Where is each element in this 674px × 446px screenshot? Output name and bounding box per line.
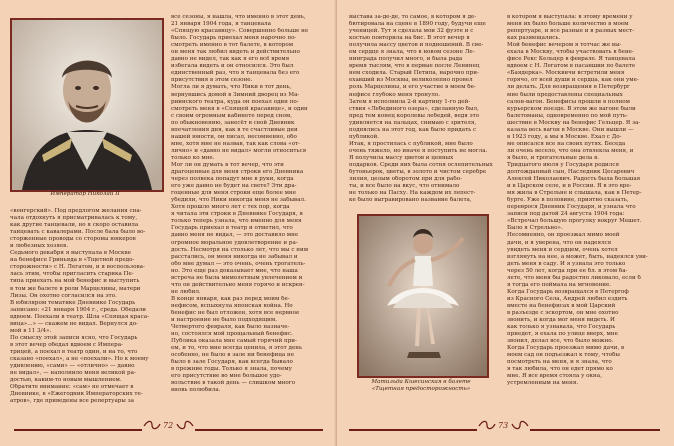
text-line: лично» и «давно не видал» могли относиться (171, 147, 307, 154)
text-line: его уже давно не будет на свете? Эти дра- (171, 183, 297, 190)
text-line: нефисе глубоко меня тронуло. (349, 91, 440, 98)
text-line: Когда Государь возвращался в Петергоф (507, 288, 629, 295)
right-page (337, 0, 674, 446)
text-line: переврося Дневник Государя, и узнала что (507, 204, 636, 211)
text-line: ем, и то, что мне всегда ценила, я этот день (171, 345, 303, 352)
text-line: драгоценные для меня строки его Дневника (171, 169, 304, 176)
text-line: только теперь узнала, что именно для меня (171, 218, 302, 225)
text-line: убедили, что Ники никогда меня не забывал. (171, 197, 306, 204)
text-line: Итак, я простилась с публикой, мне было (349, 140, 473, 147)
text-line: получила массу цветов и подношений. В све- (349, 42, 484, 49)
left-page-number: 72 (163, 421, 174, 430)
text-line: время тыслям, что в первые после Ленинец (349, 63, 480, 70)
text-line: горячо, от всей души и сердца, как они уме- (507, 77, 639, 84)
text-line: фисе Рекс Кельцер в феврале. Я танцевала (507, 56, 636, 63)
text-line: не видал», — наполнило меня великой ра- (10, 370, 136, 377)
text-line: что он действительно меня горячо и искрен- (171, 281, 305, 288)
text-line: смотреть именно в тот балете, в котором (171, 42, 294, 49)
text-line: очень тяжело, но иначе я поступить не могла. (349, 147, 488, 154)
text-line: удивлению, «сами» — «отлично» — давно (10, 363, 135, 370)
text-line: пред тем конец королевы лебедей, ведя это (349, 112, 480, 119)
text-line: ли делать. Для возвращения в Петербург (507, 84, 630, 91)
right-page-number: 73 (498, 421, 509, 430)
text-line: в том же балете в роли Марцелины, матери (10, 285, 141, 292)
text-line: Несомненно, он проезжал мимо моей (507, 232, 620, 239)
nicholas-portrait-image (12, 20, 162, 190)
text-line: бютировала на сцене в 1890 году, будучи еще (349, 21, 486, 28)
text-line: Дневнике, в «Ежегодник Императорских те- (10, 391, 143, 398)
text-line: вольствие в такой день — слишком много (171, 380, 296, 387)
text-line: я тогда его поймала на мгновение. (507, 281, 612, 288)
text-line: вы́става за-де-де, то самое, в котором я де- (349, 14, 477, 20)
text-line: Мог ли он думать в тот вечер, что эти (171, 161, 284, 168)
text-line: ке было выгравировано название балета, (349, 197, 472, 204)
text-line: в прежние годы. Только я знала, почему (171, 366, 292, 373)
left-footer-rule (14, 429, 142, 431)
text-line: подарков. Среди них была сотня ослепительных (349, 161, 493, 168)
text-line: встреча не была мимолетным увлечением и (171, 274, 303, 281)
text-line: расстались, он меня никогда не забывал и (171, 253, 298, 260)
text-line: из Красного Села, Андрей любил ездить (507, 295, 628, 302)
text-line: риинского театра, куда он поехал один по- (171, 98, 299, 105)
text-line: избегала видеть и он относился. Это был (171, 63, 294, 70)
ballet-photo-frame (357, 214, 489, 378)
text-line: не только на Пасху. На каждом их лепест- (349, 190, 476, 197)
text-line: ме описался все на своих путях. Беседа (507, 140, 626, 147)
left-flourish-icon-2 (176, 418, 194, 432)
left-footer-rule-2 (195, 429, 323, 431)
text-line: Тридцатого июля у Государя родился (507, 161, 619, 168)
text-line: нефисом, вспыхнула японская война. Но (171, 302, 293, 309)
text-line: ках размещались. (507, 35, 561, 42)
text-line: гоценные для меня строки еще более мне (171, 190, 297, 197)
text-line: взглянуть на нее, а может, быть, надеялся уви- (507, 253, 648, 260)
text-line: удивляется на пальцах, снимаю с зрителя, (349, 119, 477, 126)
text-line: на бенефисе Гриньяда в «Тщетной предо- (10, 257, 135, 264)
text-line: лилия, целым оборотом при для рабо- (349, 176, 462, 183)
text-line: В конце января, как раз перед моим бе- (171, 295, 290, 302)
text-line: через полвека попадут мне в руки, когда (171, 176, 294, 183)
text-line: звонить, и когда мог меня видеть. И (507, 317, 615, 324)
text-line: ученицей. Тут я сделала мои 32 фуэте и с (349, 28, 474, 35)
text-line: не любил. (171, 288, 201, 295)
text-line: его присутствие во мне большое удо- (171, 373, 282, 380)
text-line: я было, и трогательные дела в. (507, 154, 600, 161)
text-line: трицей, а поехал в театр один, и на то, что (10, 348, 138, 355)
text-line: Государь приехал в театр и отметил, что (171, 225, 293, 232)
text-line: я читала эти строки в Дневнике Государя, я (171, 211, 303, 218)
text-line: звонил, делал все, что было можно. (507, 338, 614, 345)
text-line: атров», где приведены все репертуары за (10, 398, 134, 405)
text-line: только ко мне. (171, 154, 215, 161)
text-line: вернувшись домой в Зимний дворец из Ма- (171, 91, 300, 98)
text-line: ты, и все было на вкус, что отнимало (349, 183, 460, 190)
text-line: курьерском поезде. В этом же вагоне были (507, 105, 636, 112)
left-page-column-1 (10, 208, 164, 418)
text-line: бурге. Уже в половине, приятно сказать, (507, 197, 629, 204)
text-line: было в зале Государя, как всегда бывало (171, 359, 293, 366)
text-line: сказано «поехал», а не «поехали». Но к моему (10, 355, 149, 362)
kschessinska-ballet-photo (359, 216, 487, 376)
text-line: лась этим, чтобы пригласить старика Пе- (10, 271, 134, 278)
text-line: 21 января 1904 года, я танцевала (171, 21, 271, 28)
text-line: шествие в Москву на бенефис Гельцер. Я за- (507, 119, 641, 126)
text-line: «Баядерка». Москвичи встретили меня (507, 70, 625, 77)
left-flourish-icon (143, 418, 161, 432)
text-line: в разъезде с эскортом, он мне охотно (507, 309, 619, 316)
text-line: в 1923 году, а мы в Москве. Ехал с До- (507, 133, 622, 140)
text-line: вдвоем с Н. Легатом в пасаншии по балете (507, 63, 636, 70)
text-line: «Встречал большую прогулку вокруг Мешет. (507, 218, 642, 225)
right-footer-rule (349, 429, 477, 431)
right-page-column-1 (349, 14, 499, 212)
text-line: все сезоны, я нашла, что именно в этот день, (171, 14, 306, 20)
text-line: костью повторила на бис. В этот вечер я (349, 35, 470, 42)
text-line: деть меня в саду. И я узнала это только (507, 260, 626, 267)
text-line: казала весь вагон в Москве. Они вышли — (507, 126, 634, 133)
text-line: танцевать с кавалерами. После бала было во- (10, 229, 146, 236)
text-line: и в Царском селе, и в России. Я в это вре- (507, 183, 632, 190)
text-line: вица»...» — скажем не видал. Вернулся до- (10, 320, 138, 327)
text-line: посмотреть на меня, и я знала, что (507, 359, 612, 366)
text-line: мне, хотя мне не назвав, так как слова «от- (171, 140, 301, 147)
text-line: репертуаре, и все разные и в разных мест- (507, 28, 635, 35)
text-line: записи под датой 24 августа 1904 года: (507, 211, 625, 218)
text-line: впечатления дня, как в те счастливые дни (171, 126, 298, 133)
text-line: но. Это еще раз доказывает мне, что наша (171, 267, 298, 274)
text-line: особенно, не было в зале ни бенефица не (171, 352, 295, 359)
text-line: обо мне думал — это очень, очень трогатель- (171, 260, 306, 267)
text-line: чала отдохнуть я присматривалась к тому, (10, 215, 138, 222)
text-line: По смыслу этой записи ясно, что Государь (10, 334, 138, 341)
text-line: ехавший из Москвы, великолепно провел (349, 77, 473, 84)
right-flourish-icon (478, 418, 496, 432)
text-line: «Спящую красавицу». Совершенно больше не (171, 28, 309, 35)
portrait-frame (10, 18, 164, 192)
text-line: Лизы. Он охотно согласился на это. (10, 292, 117, 299)
text-line: моем сад он подъезжал к тому, чтобы (507, 352, 620, 359)
text-line: я так любила, что он едет прямо ко (507, 366, 613, 373)
text-line: единственный раз, что я танцевала без его (171, 70, 300, 77)
text-line: смотреть меня в «Спящей красавице», и один (171, 105, 308, 112)
text-line: балетоманы, одновременно по мой путь- (507, 112, 628, 119)
text-line: вдвоем. Поехали в театр. Шла «Спящая краса- (10, 313, 149, 320)
text-line: ем сердце я знала, что в новом сезоне Ле- (349, 49, 475, 56)
left-page-column-2 (171, 14, 325, 418)
text-line: ехала в Москву, чтобы участвовать в бене- (507, 49, 634, 56)
text-line: через 50 лет, когда при ее бл. в этом ба- (507, 267, 628, 274)
right-page-column-2 (507, 14, 663, 418)
text-line: давно меня не видал, — это доставило мне (171, 232, 299, 239)
text-line: В юбиляром тематике Дневнике Государь (10, 299, 136, 306)
text-line: вновь полюбила. (171, 387, 221, 394)
text-line: Я получила массу цветов и ценных (349, 154, 454, 161)
text-line: типа приехать на мой бенефис и выступить (10, 278, 140, 285)
text-line: ли очень весело, что она отвлекла меня, и (507, 147, 634, 154)
text-line: Когда Государь проезжал мимо дачи, в (507, 345, 625, 352)
photo-caption-line-2: «Тщетная предосторожность» (371, 386, 471, 392)
text-line: меня их было больше количество в моем (507, 21, 629, 28)
text-line: Публика оказала мне самый горячий при- (171, 338, 297, 345)
text-line: присутствия в этом сезоне. (171, 77, 253, 84)
portrait-caption: Император Николай II (50, 191, 120, 197)
text-line: ствия «Лебединого озера», сделанную был, (349, 105, 479, 112)
text-line: дачи, и я уверена, что он надеялся (507, 239, 612, 246)
text-line: как только я узнавала, что Государь (507, 324, 616, 331)
text-line: сторженные проводы со стороны юнкеров (10, 236, 136, 243)
photo-caption-line-1: Матильда Кшесинская в балете (371, 379, 471, 385)
text-line: увидеть меня и сердцем, очень хотел (507, 246, 618, 253)
text-line: «венгерский». Под предлогом желания сна- (10, 208, 142, 214)
text-line: приедет, я ехала по улице вверх, мне (507, 331, 618, 338)
text-line: с своим огромным кабинете перед сном, (171, 112, 292, 119)
text-line: огромное моральное удовлетворение и ра- (171, 239, 298, 246)
text-line: сторожности» с Н. Легатом, и я воспользова- (10, 264, 145, 271)
text-line: долгожданный сын, Наследник Цесаревич (507, 169, 635, 176)
text-line: вместе на бенефисах в мой Царский (507, 302, 616, 309)
text-line: мне. Я все время стояла у окна, (507, 373, 602, 380)
text-line: поднялись на этот год, как было придать с (349, 126, 477, 133)
text-line: Четвертого февраля, как было назначе- (171, 324, 290, 331)
text-line: салон-вагон. Бенефисы прошли в полном (507, 98, 630, 105)
text-line: в этот вечер обедал вдвоем с Импера- (10, 341, 123, 348)
right-flourish-icon-2 (511, 418, 529, 432)
text-line: дость. Несмотря на столько лет, что мы с ним (171, 246, 309, 253)
text-line: Могла ли я думать, что Ники в тот день, (171, 84, 292, 91)
text-line: бутоньерок, цветы, в золото и чистом серебре (349, 169, 487, 176)
text-line: публикой. (349, 133, 380, 140)
text-line: устремленным на меня. (507, 380, 579, 387)
text-line: Было я Стрельно». (507, 225, 563, 232)
text-line: Хотя прошло много лет с тех пор, когда (171, 204, 290, 211)
text-line: по обыкновению, занесёт в свой Дневник (171, 119, 295, 126)
text-line: он меня так любил видеть и действительно (171, 49, 300, 56)
text-line: мя жила в Стрельне и слышала, как в Петер- (507, 190, 642, 197)
text-line: Обратите внимание: «сам» не отмечает в (10, 384, 134, 391)
text-line: записано: «21 января 1904 г., среда. Обедали (10, 306, 146, 313)
right-footer-rule-2 (530, 429, 660, 431)
text-line: как другие танцевали, но я скоро оставила (10, 222, 139, 229)
text-line: мне были предоставлены специальных (507, 91, 623, 98)
text-line: нинграда получил много, и была рада (349, 56, 463, 63)
text-line: было. Государь приехал меня нарочно по- (171, 35, 297, 42)
text-line: нашей юности, он писал, несомненно, обо (171, 133, 297, 140)
text-line: Затем я исполнила 2-й картину 1-го дей- (349, 98, 471, 105)
text-line: Седьмого декабря я выступала в Москве (10, 250, 131, 257)
text-line: в котором я выступала: в этому времени у (507, 14, 633, 20)
text-line: нем сходила. Старый Петипа, нарочно при- (349, 70, 479, 77)
text-line: роль Марцелины, и его участие в моем бе- (349, 84, 476, 91)
text-line: лете, что меня бы радостно ликовало, если б (507, 274, 641, 281)
text-line: бенефис не был отложен, хотя все нервное (171, 309, 300, 316)
text-line: и настроение не было подходящим. (171, 317, 278, 324)
text-line: давно не видел, так как я его всё время (171, 56, 290, 63)
text-line: достью, каким-то новым мышлением. (10, 377, 122, 384)
text-line: Алексей Николаевич. Радость была большая (507, 176, 641, 183)
text-line: и любезных хозяев. (10, 243, 69, 250)
text-line: но, состоялся мой прощальный бенефис. (171, 331, 293, 338)
text-line: мой в 11 3/4». (10, 327, 52, 334)
text-line: Мой бенефис вечером я тотчас же вы- (507, 42, 622, 49)
